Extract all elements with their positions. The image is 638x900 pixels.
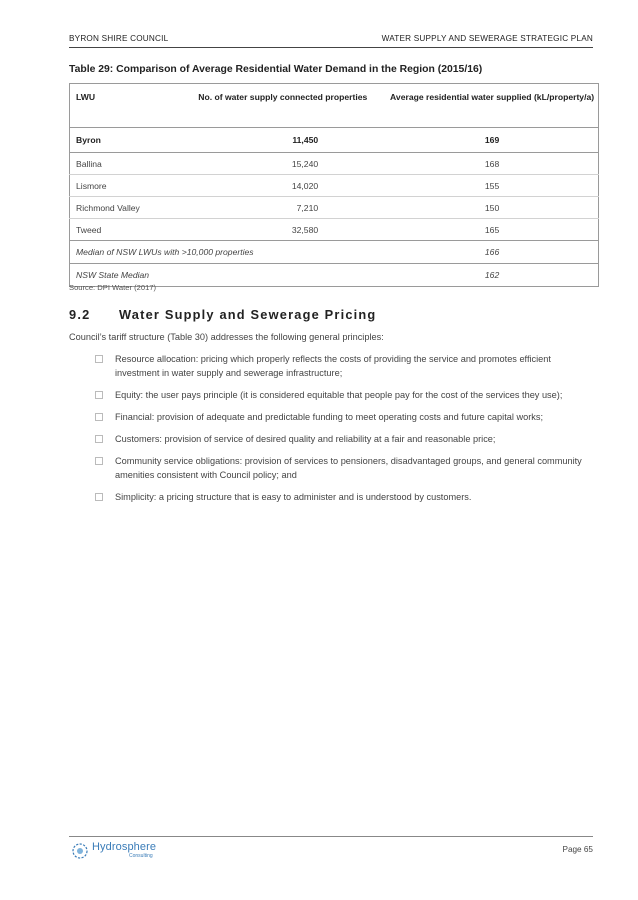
cell-lwu: Tweed xyxy=(70,219,180,241)
column-header-supplied: Average residential water supplied (kL/property/a) xyxy=(390,92,595,102)
cell-supplied: 165 xyxy=(386,219,598,241)
cell-properties: 15,240 xyxy=(179,153,386,175)
list-item-text: Resource allocation: pricing which properly reflects the costs of providing the service and promotes efficient investment in water supply and sewerage infrastructure; xyxy=(115,354,551,378)
logo-wordmark: Hydrosphere xyxy=(92,841,157,853)
page-header xyxy=(69,34,593,48)
cell-properties: 11,450 xyxy=(179,128,386,153)
company-logo xyxy=(71,841,156,863)
list-item xyxy=(95,454,591,482)
bullet-box-icon xyxy=(95,355,103,363)
bullet-box-icon xyxy=(95,435,103,443)
table-row-median-large-lwus xyxy=(70,241,599,264)
principles-list xyxy=(95,352,591,512)
cell-supplied: 155 xyxy=(386,175,598,197)
table-row xyxy=(70,219,599,241)
table-row xyxy=(70,197,599,219)
bullet-box-icon xyxy=(95,493,103,501)
page-number: Page 65 xyxy=(562,845,593,854)
list-item xyxy=(95,410,591,424)
footer-divider xyxy=(69,836,593,837)
hydrosphere-logo-icon xyxy=(71,842,89,860)
list-item-text: Community service obligations: provision of services to pensioners, disadvantaged groups, and general community amenities consistent with Council policy; and xyxy=(115,456,582,480)
list-item-text: Customers: provision of service of desired quality and reliability at a fair and reasonable price; xyxy=(115,434,496,444)
cell-supplied: 168 xyxy=(386,153,598,175)
section-intro: Council’s tariff structure (Table 30) addresses the following general principles: xyxy=(69,332,384,342)
list-item-text: Financial: provision of adequate and predictable funding to meet operating costs and future capital works; xyxy=(115,412,543,422)
list-item xyxy=(95,432,591,446)
table-row-byron xyxy=(70,128,599,153)
section-heading xyxy=(69,307,376,322)
list-item-text: Simplicity: a pricing structure that is easy to administer and is understood by customers. xyxy=(115,492,472,502)
cell-lwu: Ballina xyxy=(70,153,180,175)
cell-median-value: 166 xyxy=(386,241,598,264)
column-header-properties: No. of water supply connected properties xyxy=(198,92,368,102)
table-header-row xyxy=(70,84,599,128)
table-title: Table 29: Comparison of Average Residential Water Demand in the Region (2015/16) xyxy=(69,64,483,75)
section-title: Water Supply and Sewerage Pricing xyxy=(119,307,377,322)
table-row xyxy=(70,153,599,175)
bullet-box-icon xyxy=(95,391,103,399)
list-item xyxy=(95,388,591,402)
list-item xyxy=(95,490,591,504)
cell-lwu: Richmond Valley xyxy=(70,197,180,219)
cell-median-label: NSW State Median xyxy=(76,270,150,280)
cell-supplied: 169 xyxy=(386,128,598,153)
bullet-box-icon xyxy=(95,457,103,465)
cell-lwu: Byron xyxy=(70,128,180,153)
water-demand-table xyxy=(69,83,599,287)
bullet-box-icon xyxy=(95,413,103,421)
cell-properties: 7,210 xyxy=(179,197,386,219)
list-item-text: Equity: the user pays principle (it is considered equitable that people pay for the cost of the services they use); xyxy=(115,390,563,400)
cell-median-value: 162 xyxy=(484,270,500,280)
list-item xyxy=(95,352,591,380)
column-header-lwu: LWU xyxy=(76,92,96,102)
cell-supplied: 150 xyxy=(386,197,598,219)
header-doc-title: WATER SUPPLY AND SEWERAGE STRATEGIC PLAN xyxy=(381,34,593,43)
section-number: 9.2 xyxy=(69,307,91,322)
cell-properties: 32,580 xyxy=(179,219,386,241)
cell-lwu: Lismore xyxy=(70,175,180,197)
logo-subtitle: Consulting xyxy=(129,853,153,859)
header-org: BYRON SHIRE COUNCIL xyxy=(69,34,169,43)
cell-median-label: Median of NSW LWUs with >10,000 properties xyxy=(70,241,387,264)
table-source: Source: DPI Water (2017) xyxy=(69,283,157,292)
table-row xyxy=(70,175,599,197)
cell-properties: 14,020 xyxy=(179,175,386,197)
